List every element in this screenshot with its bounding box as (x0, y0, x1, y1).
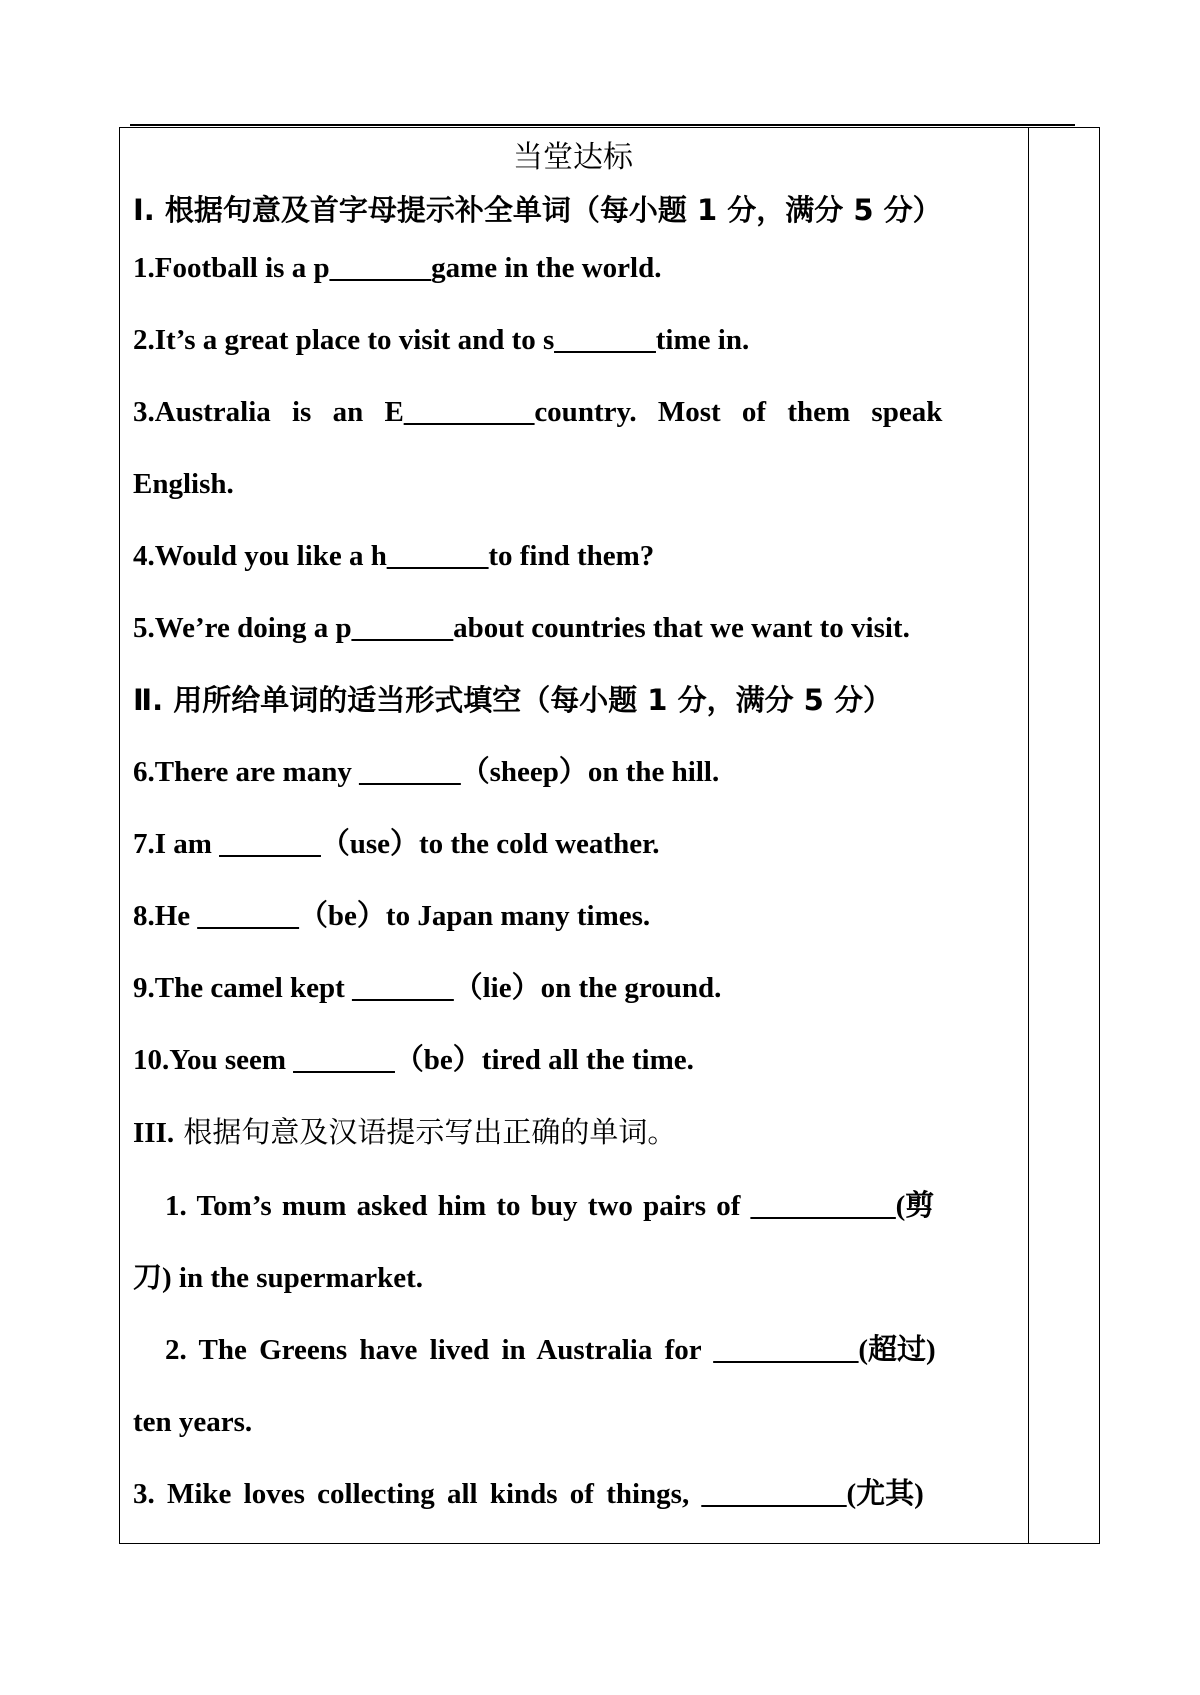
section3-heading-number: III. (133, 1117, 175, 1149)
section3-heading (133, 1112, 1013, 1152)
question-7: 7.I am _______（use）to the cold weather. (133, 828, 660, 860)
question-4: 4.Would you like a h_______to find them? (133, 540, 655, 572)
question-6: 6.There are many _______（sheep）on the hill. (133, 756, 720, 788)
question-2: 2.It’s a great place to visit and to s_______time in. (133, 324, 750, 356)
section1-heading: Ⅰ. 根据句意及首字母提示补全单词（每小题 1 分，满分 5 分） (133, 193, 942, 227)
question-8: 8.He _______（be）to Japan many times. (133, 900, 651, 932)
section3-question-3: 3. Mike loves collecting all kinds of things, __________(尤其) (133, 1478, 924, 1510)
question-3-continued: English. (133, 468, 234, 500)
section3-question-1-continued: 刀) in the supermarket. (133, 1262, 423, 1294)
question-9: 9.The camel kept _______（lie）on the ground. (133, 972, 722, 1004)
section2-heading: Ⅱ. 用所给单词的适当形式填空（每小题 1 分，满分 5 分） (133, 683, 892, 717)
section3-heading-text: 根据句意及汉语提示写出正确的单词。 (174, 1115, 677, 1149)
question-3: 3.Australia is an E_________country. Most of them speak (133, 396, 943, 428)
column-divider (1028, 127, 1029, 1544)
section3-question-2: 2. The Greens have lived in Australia for __________(超过) (165, 1334, 936, 1366)
page-title: 当堂达标 (513, 140, 633, 175)
question-1: 1.Football is a p_______game in the world. (133, 252, 662, 284)
section3-question-2-continued: ten years. (133, 1406, 253, 1438)
question-5: 5.We’re doing a p_______about countries that we want to visit. (133, 612, 910, 644)
question-10: 10.You seem _______（be）tired all the time. (133, 1044, 694, 1076)
section3-question-1: 1. Tom’s mum asked him to buy two pairs of __________(剪 (165, 1190, 935, 1222)
top-rule (130, 124, 1075, 126)
